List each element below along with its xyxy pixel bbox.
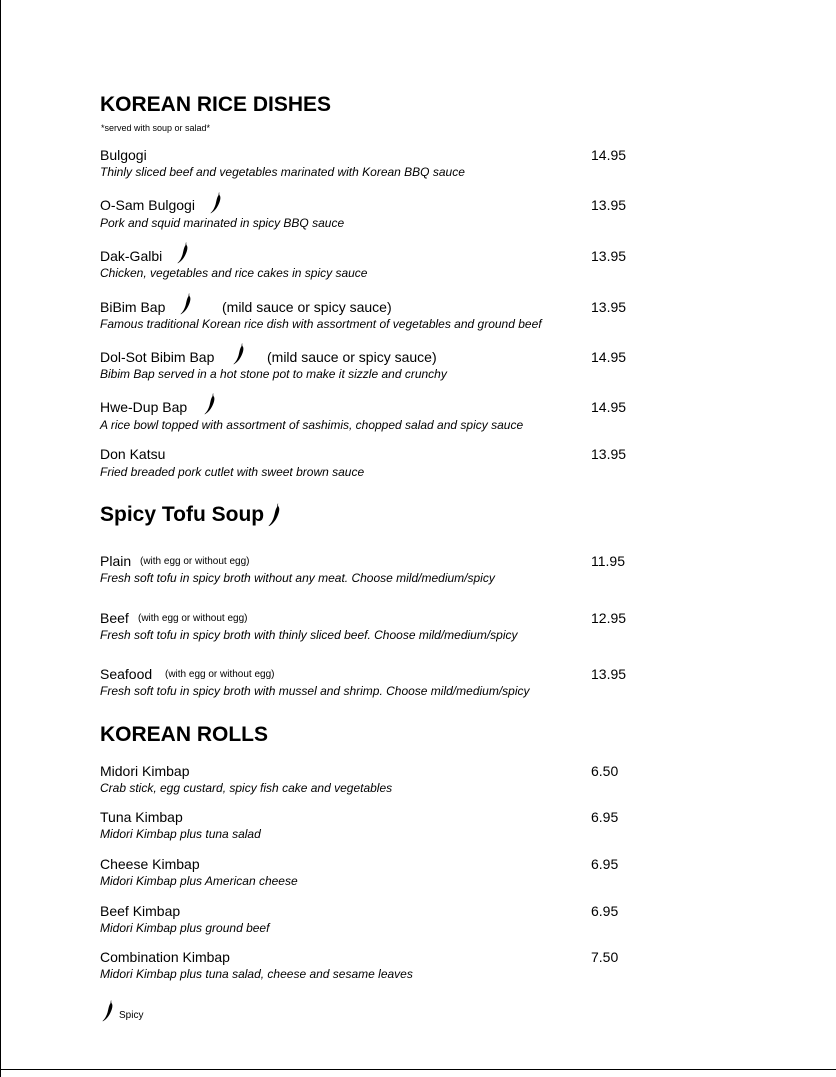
chili-pepper-icon xyxy=(177,242,189,264)
section-title-tofu: Spicy Tofu Soup xyxy=(100,503,265,526)
menu-item-name: Combination Kimbap xyxy=(100,949,230,965)
chili-pepper-icon xyxy=(180,293,192,315)
section-note-rice: *served with soup or salad* xyxy=(101,123,211,133)
menu-item-option: (with egg or without egg) xyxy=(138,613,248,624)
menu-item-price: 11.95 xyxy=(591,553,625,569)
menu-item-price: 13.95 xyxy=(591,299,627,315)
menu-item-desc: Midori Kimbap plus tuna salad xyxy=(100,827,261,841)
menu-item-name: Tuna Kimbap xyxy=(100,809,183,825)
menu-item-desc: A rice bowl topped with assortment of sashimis, chopped salad and spicy sauce xyxy=(100,418,524,432)
menu-item-desc: Midori Kimbap plus ground beef xyxy=(100,921,270,935)
menu-item-name: Dak-Galbi xyxy=(100,248,163,264)
menu-item-price: 14.95 xyxy=(591,147,627,163)
menu-item-name: Hwe-Dup Bap xyxy=(100,399,188,415)
menu-item-price: 6.95 xyxy=(591,903,619,919)
menu-item-desc: Chicken, vegetables and rice cakes in spicy sauce xyxy=(100,266,368,280)
menu-item-price: 14.95 xyxy=(591,349,627,365)
chili-pepper-icon xyxy=(102,1000,114,1022)
page-left-border xyxy=(0,0,1,1077)
menu-item-desc: Fresh soft tofu in spicy broth with mussel and shrimp. Choose mild/medium/spicy xyxy=(100,684,530,698)
menu-item-desc: Fresh soft tofu in spicy broth without any meat. Choose mild/medium/spicy xyxy=(100,571,495,585)
menu-item-option: (with egg or without egg) xyxy=(165,669,275,680)
menu-item-option: (mild sauce or spicy sauce) xyxy=(267,349,437,365)
menu-item-name: Beef Kimbap xyxy=(100,903,181,919)
menu-item-price: 12.95 xyxy=(591,610,627,626)
menu-item-name: Midori Kimbap xyxy=(100,763,190,779)
menu-item-option: (mild sauce or spicy sauce) xyxy=(222,299,392,315)
menu-item-name: Bulgogi xyxy=(100,147,147,163)
chili-pepper-icon xyxy=(233,343,245,365)
menu-item-desc: Thinly sliced beef and vegetables marinated with Korean BBQ sauce xyxy=(100,165,465,179)
menu-item-desc: Crab stick, egg custard, spicy fish cake and vegetables xyxy=(100,781,393,795)
menu-item-desc: Midori Kimbap plus tuna salad, cheese and sesame leaves xyxy=(100,967,413,981)
menu-item-name: Seafood xyxy=(100,666,153,682)
menu-item-name: BiBim Bap xyxy=(100,299,166,315)
menu-item-price: 13.95 xyxy=(591,248,627,264)
menu-item-price: 6.95 xyxy=(591,856,619,872)
menu-item-desc: Fresh soft tofu in spicy broth with thinly sliced beef. Choose mild/medium/spicy xyxy=(100,628,518,642)
menu-item-desc: Bibim Bap served in a hot stone pot to make it sizzle and crunchy xyxy=(100,367,447,381)
menu-item-price: 14.95 xyxy=(591,399,627,415)
menu-item-desc: Pork and squid marinated in spicy BBQ sauce xyxy=(100,216,345,230)
menu-item-price: 13.95 xyxy=(591,666,627,682)
menu-item-name: Cheese Kimbap xyxy=(100,856,200,872)
menu-item-name: Plain xyxy=(100,553,132,569)
page-bottom-border xyxy=(0,1069,836,1070)
menu-item-name: Don Katsu xyxy=(100,446,166,462)
menu-item-desc: Famous traditional Korean rice dish with assortment of vegetables and ground beef xyxy=(100,317,542,331)
menu-item-option: (with egg or without egg) xyxy=(140,556,250,567)
chili-pepper-icon xyxy=(210,192,222,214)
section-title-rolls: KOREAN ROLLS xyxy=(100,723,268,746)
chili-pepper-icon xyxy=(268,503,281,527)
menu-item-price: 6.95 xyxy=(591,809,619,825)
section-title-rice: KOREAN RICE DISHES xyxy=(100,93,332,116)
menu-item-name: Beef xyxy=(100,610,129,626)
menu-item-desc: Midori Kimbap plus American cheese xyxy=(100,874,298,888)
legend-spicy-label: Spicy xyxy=(119,1010,144,1021)
menu-item-name: Dol-Sot Bibim Bap xyxy=(100,349,215,365)
menu-item-desc: Fried breaded pork cutlet with sweet brown sauce xyxy=(100,465,365,479)
menu-item-price: 13.95 xyxy=(591,197,627,213)
menu-item-price: 7.50 xyxy=(591,949,619,965)
menu-item-price: 6.50 xyxy=(591,763,619,779)
menu-item-name: O-Sam Bulgogi xyxy=(100,197,195,213)
menu-item-price: 13.95 xyxy=(591,446,627,462)
chili-pepper-icon xyxy=(204,393,216,415)
